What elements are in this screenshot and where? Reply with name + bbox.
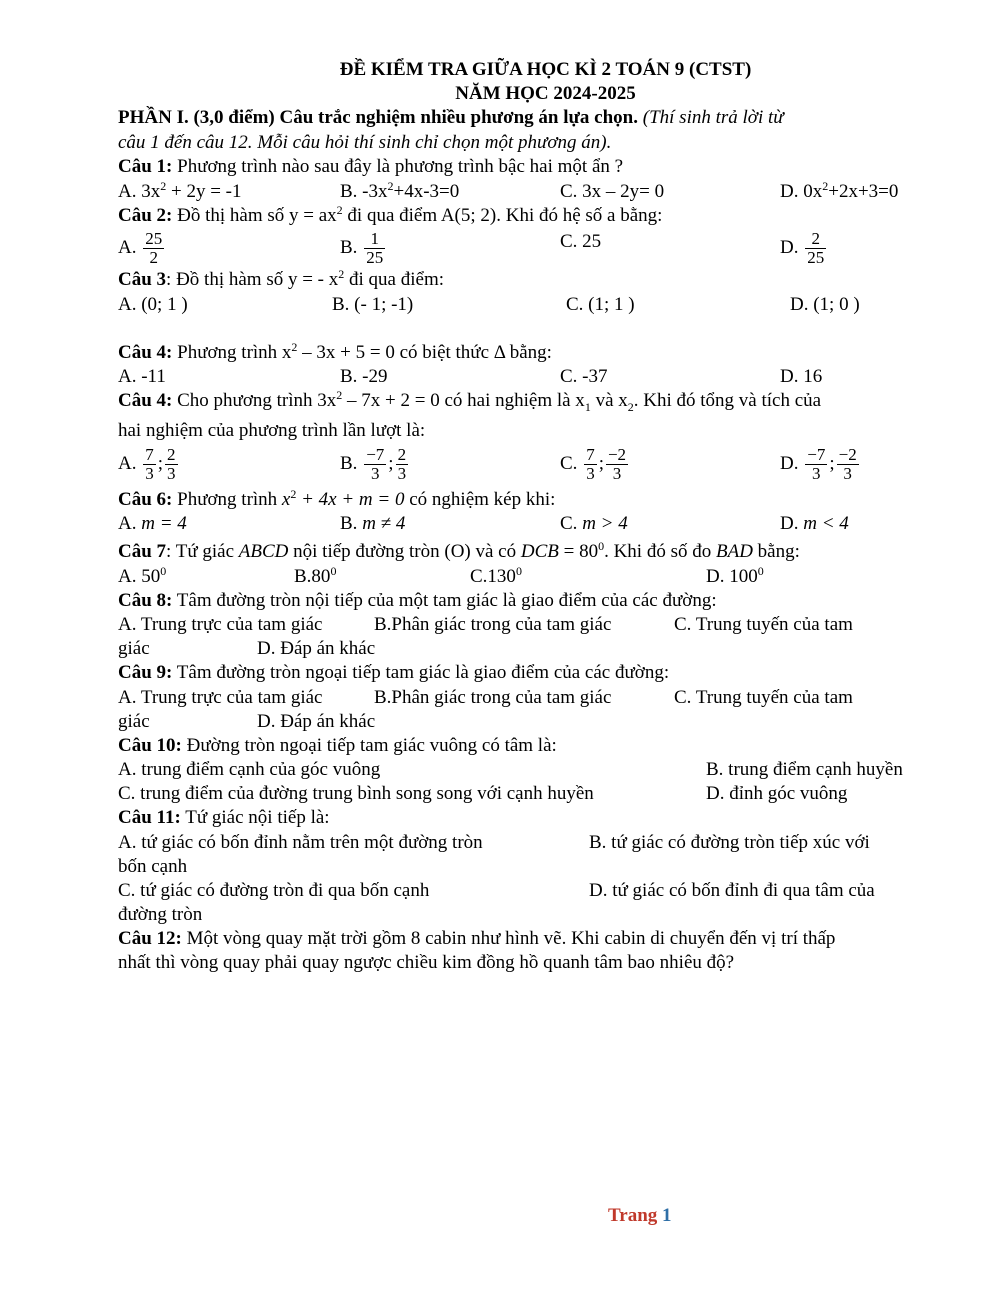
q6-text: Phương trình $x^2 + 4x + m = 0$ có nghiệm kép khi: bbox=[177, 486, 556, 510]
question-9 bbox=[118, 661, 933, 686]
q10-label: Câu 10: bbox=[118, 734, 182, 756]
q8-text: Tâm đường tròn nội tiếp của một tam giác là giao điểm của các đường: bbox=[176, 589, 717, 611]
q6-option-c: C. m > 4 bbox=[560, 513, 628, 535]
q9-option-c: C. Trung tuyến của tam bbox=[674, 686, 853, 708]
q1-option-b: B. $-3x^2+4x-3=0$ bbox=[340, 178, 460, 202]
q6-options bbox=[118, 512, 933, 536]
q3-option-c: C. (1; 1 ) bbox=[566, 293, 635, 315]
q11-option-d-cont: đường tròn bbox=[118, 903, 203, 925]
q11-options-row2 bbox=[118, 855, 933, 879]
q8-option-a: A. Trung trực của tam giác bbox=[118, 614, 323, 636]
q2-option-b: B. $\frac{1}{25}$ bbox=[340, 229, 384, 267]
q3-option-d: D. (1; 0 ) bbox=[790, 293, 860, 315]
q10-option-b: B. trung điểm cạnh huyền bbox=[706, 759, 903, 781]
q8-options-row1 bbox=[118, 613, 933, 637]
q9-text: Tâm đường tròn ngoại tiếp tam giác là giao điểm của các đường: bbox=[176, 662, 670, 684]
q10-options-row2 bbox=[118, 782, 933, 806]
q9-option-c-cont: giác bbox=[118, 710, 150, 732]
question-3 bbox=[118, 268, 933, 293]
q11-option-b-cont: bốn cạnh bbox=[118, 855, 188, 877]
q12-text-line2: nhất thì vòng quay phải quay ngược chiều kim đồng hồ quanh tâm bao nhiêu độ? bbox=[118, 952, 735, 974]
q5-option-b: B. $\frac{-7}{3}$ ; $\frac{2}{3}$ bbox=[340, 444, 407, 483]
question-10 bbox=[118, 734, 933, 759]
school-year: NĂM HỌC 2024-2025 bbox=[455, 83, 636, 104]
q4-options bbox=[118, 365, 933, 389]
q2-option-d: D. $\frac{2}{25}$ bbox=[780, 229, 825, 267]
q8-option-c-cont: giác bbox=[118, 638, 150, 660]
q6-option-a: A. m = 4 bbox=[118, 513, 187, 535]
q5-options bbox=[118, 444, 933, 484]
q6-label: Câu 6: bbox=[118, 488, 173, 510]
q7-text: : Tứ giác ABCD nội tiếp đường tròn (O) và có DCB = $80^0$. Khi đó số đo BAD bằng: bbox=[166, 539, 800, 563]
q1-option-a: A. $3x^2 + 2y = -1$ bbox=[118, 178, 242, 202]
q9-option-a: A. Trung trực của tam giác bbox=[118, 686, 323, 708]
question-6 bbox=[118, 488, 933, 513]
q5-option-a: A. $\frac{7}{3}$ ; $\frac{2}{3}$ bbox=[118, 444, 176, 483]
q11-option-b: B. tứ giác có đường tròn tiếp xúc với bbox=[589, 831, 870, 853]
q5-option-d: D. $\frac{-7}{3}$ ; $\frac{-2}{3}$ bbox=[780, 444, 857, 483]
q7-option-b: $B.80^0$ bbox=[294, 563, 337, 587]
question-5 bbox=[118, 389, 933, 419]
q8-options-row2 bbox=[118, 637, 933, 661]
page-number: 1 bbox=[662, 1205, 672, 1226]
q3-option-a: A. (0; 1 ) bbox=[118, 293, 188, 315]
q1-options bbox=[118, 180, 933, 204]
q11-options-row3 bbox=[118, 879, 933, 903]
q2-option-c: C. 25 bbox=[560, 231, 602, 252]
q11-options-row1 bbox=[118, 831, 933, 855]
q9-label: Câu 9: bbox=[118, 662, 173, 684]
q11-option-a: A. tứ giác có bốn đỉnh nằm trên một đường tròn bbox=[118, 831, 483, 853]
q3-options bbox=[118, 293, 933, 317]
q9-options-row1 bbox=[118, 686, 933, 710]
q5-option-c: C. $\frac{7}{3}$ ; $\frac{-2}{3}$ bbox=[560, 444, 627, 483]
q6-option-b: B. m ≠ 4 bbox=[340, 513, 406, 535]
doc-title: ĐỀ KIỂM TRA GIỮA HỌC KÌ 2 TOÁN 9 (CTST) bbox=[339, 59, 752, 80]
q12-label: Câu 12: bbox=[118, 927, 182, 949]
document-body bbox=[118, 58, 933, 976]
q1-text: Phương trình nào sau đây là phương trình bậc hai một ẩn ? bbox=[177, 156, 624, 177]
q11-option-d: D. tứ giác có bốn đỉnh đi qua tâm của bbox=[589, 879, 875, 901]
q4-option-a: A. -11 bbox=[118, 366, 166, 387]
q5-text-line2: hai nghiệm của phương trình lần lượt là: bbox=[118, 420, 426, 442]
q4-option-d: D. 16 bbox=[780, 366, 823, 387]
q5-text: Cho phương trình $3x^2 - 7x + 2 = 0$ có hai nghiệm là $x_1$ và $x_2$. Khi đó tổng và tích của bbox=[177, 388, 822, 414]
q11-label: Câu 11: bbox=[118, 807, 181, 829]
q1-option-d: D. $0x^2+2x+3=0$ bbox=[780, 178, 899, 202]
q9-option-d: D. Đáp án khác bbox=[257, 710, 376, 732]
q2-option-a: A. $\frac{25}{2}$ bbox=[118, 229, 163, 267]
part1-heading bbox=[118, 106, 933, 131]
question-2 bbox=[118, 204, 933, 229]
question-4 bbox=[118, 341, 933, 366]
question-11 bbox=[118, 806, 933, 831]
q10-text: Đường tròn ngoại tiếp tam giác vuông có tâm là: bbox=[186, 734, 557, 756]
q3-option-b: B. (- 1; -1) bbox=[332, 293, 414, 315]
q8-option-d: D. Đáp án khác bbox=[257, 638, 376, 660]
q11-text: Tứ giác nội tiếp là: bbox=[185, 807, 330, 829]
q11-options-row4 bbox=[118, 903, 933, 927]
footer-label: Trang bbox=[608, 1205, 663, 1226]
q1-label: Câu 1: bbox=[118, 156, 173, 177]
q6-option-d: D. m < 4 bbox=[780, 513, 849, 535]
q7-option-c: C.130$^0$ bbox=[470, 563, 522, 587]
q3-label: Câu 3 bbox=[118, 269, 167, 290]
q2-label: Câu 2: bbox=[118, 204, 173, 226]
q4-option-c: C. -37 bbox=[560, 366, 608, 387]
q7-label: Câu 7 bbox=[118, 541, 167, 563]
q9-option-b: B.Phân giác trong của tam giác bbox=[374, 686, 612, 708]
q2-text: Đồ thị hàm số $y = ax^2$ đi qua điểm A(5; 2). Khi đó hệ số a bằng: bbox=[177, 202, 663, 226]
q4-option-b: B. -29 bbox=[340, 366, 388, 387]
q8-option-c: C. Trung tuyến của tam bbox=[674, 614, 853, 636]
q9-options-row2 bbox=[118, 710, 933, 734]
page-footer bbox=[608, 1205, 672, 1227]
q2-options bbox=[118, 228, 933, 268]
q11-option-c: C. tứ giác có đường tròn đi qua bốn cạnh bbox=[118, 879, 430, 901]
q5-label: Câu 4: bbox=[118, 390, 173, 411]
q4-label: Câu 4: bbox=[118, 341, 173, 363]
q10-option-a: A. trung điểm cạnh của góc vuông bbox=[118, 759, 381, 781]
q7-option-d: D. $100^0$ bbox=[706, 563, 764, 587]
question-7 bbox=[118, 540, 933, 565]
part1-note-b: câu 1 đến câu 12. Mỗi câu hỏi thí sinh chỉ chọn một phương án). bbox=[118, 131, 612, 153]
q8-label: Câu 8: bbox=[118, 589, 173, 611]
part1-note-a: (Thí sinh trả lời từ bbox=[642, 107, 784, 128]
q4-text: Phương trình $x^2 - 3x + 5 = 0$ có biệt thức Δ bằng: bbox=[177, 339, 552, 363]
q10-options-row1 bbox=[118, 758, 933, 782]
q10-option-d: D. đỉnh góc vuông bbox=[706, 783, 848, 805]
question-8 bbox=[118, 589, 933, 614]
q1-option-c: C. 3x – 2y= 0 bbox=[560, 180, 665, 202]
q7-option-a: A. $50^0$ bbox=[118, 563, 167, 587]
q7-options bbox=[118, 565, 933, 589]
question-1 bbox=[118, 155, 933, 180]
q10-option-c: C. trung điểm của đường trung bình song song với cạnh huyền bbox=[118, 783, 594, 805]
q3-text: : Đồ thị hàm số y = - $x^2$ đi qua điểm: bbox=[166, 267, 444, 290]
q8-option-b: B.Phân giác trong của tam giác bbox=[374, 614, 612, 636]
q12-text-line1: Một vòng quay mặt trời gồm 8 cabin như hình vẽ. Khi cabin di chuyển đến vị trí thấp bbox=[186, 927, 836, 949]
part1-title: PHẦN I. (3,0 điểm) Câu trắc nghiệm nhiều phương án lựa chọn. bbox=[118, 107, 638, 128]
question-12 bbox=[118, 927, 933, 952]
